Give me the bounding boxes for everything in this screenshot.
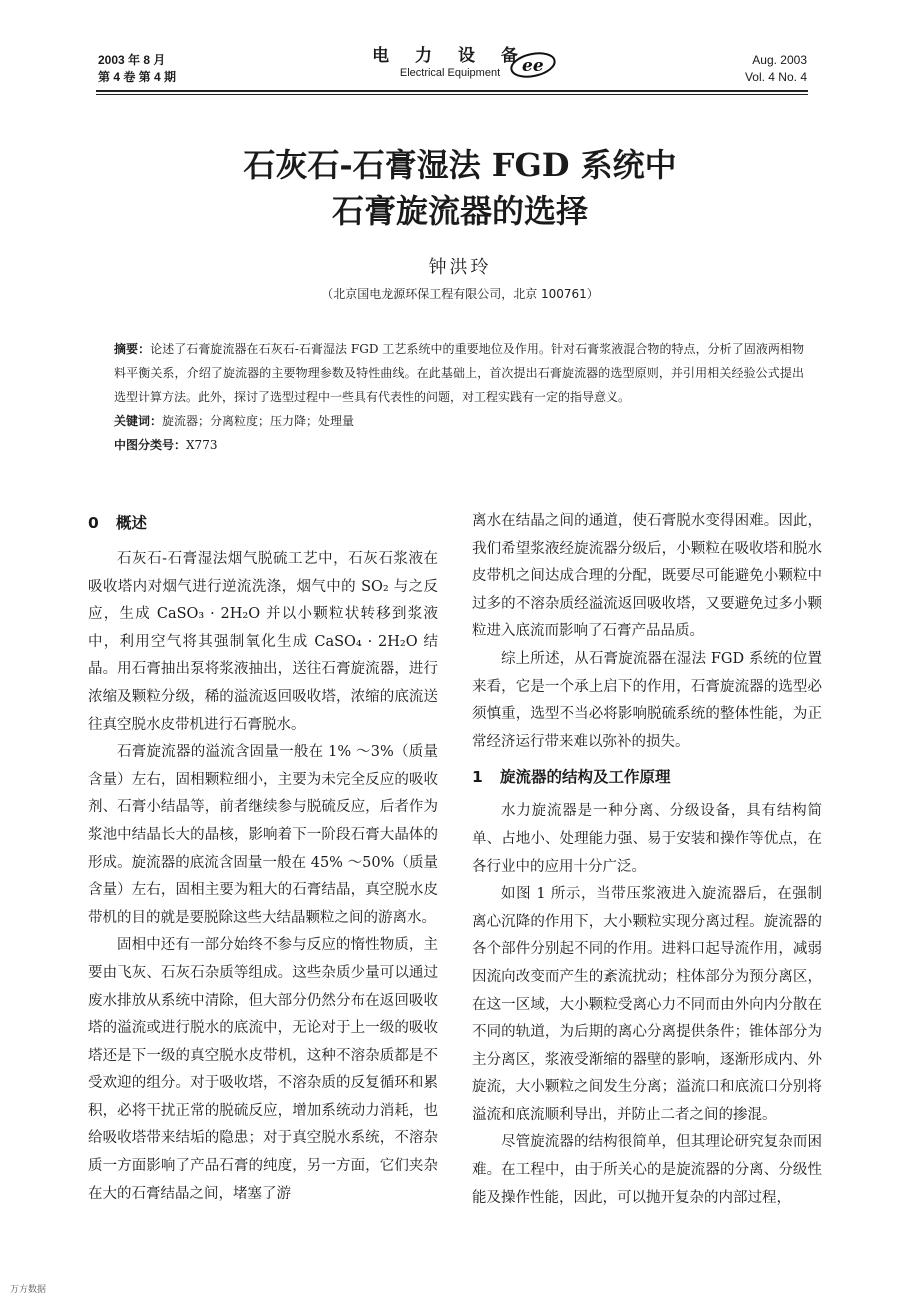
logo-text: ee	[522, 56, 544, 76]
journal-logo	[508, 50, 558, 80]
header-rule	[96, 90, 808, 92]
right-column	[472, 508, 822, 1212]
body-paragraph: 石灰石-石膏湿法烟气脱硫工艺中，石灰石浆液在吸收塔内对烟气进行逆流洗涤，烟气中的 SO₂ 与之反应，生成 CaSO₃ · 2H₂O 并以小颗粒状转移到浆液中，利用空气将其强制氧化生成 CaSO₄ · 2H₂O 结晶。用石膏抽出泵将浆液抽出，送往石膏旋流器，进行浓缩及颗粒分级，稀的溢流返回吸收塔，浓缩的底流送往真空脱水皮带机进行石膏脱水。	[88, 551, 438, 733]
article-title	[0, 142, 920, 234]
classification-label: 中图分类号：	[114, 438, 187, 452]
title-line-2: 石膏旋流器的选择	[331, 192, 588, 230]
abstract-paragraph	[114, 337, 804, 409]
body-paragraph: 水力旋流器是一种分离、分级设备，具有结构简单、占地小、处理能力强、易于安装和操作等优点，在各行业中的应用十分广泛。	[472, 803, 822, 875]
classification-value: X773	[186, 438, 218, 452]
title-line-1: 石灰石-石膏湿法 FGD 系统中	[243, 146, 677, 184]
abstract-text: 论述了石膏旋流器在石灰石-石膏湿法 FGD 工艺系统中的重要地位及作用。针对石膏浆液混合物的特点，分析了固液两相物料平衡关系，介绍了旋流器的主要物理参数及特性曲线。在此基础上，首次提出石膏旋流器的选型原则，并引用相关经验公式提出选型计算方法。此外，探讨了选型过程中一些具有代表性的问题，对工程实践有一定的指导意义。	[114, 342, 804, 404]
left-column	[88, 508, 438, 1208]
issue-date-cn: 2003 年 8 月	[98, 53, 166, 67]
volume-issue-cn: 第 4 卷 第 4 期	[98, 70, 177, 84]
header-left	[98, 52, 176, 86]
keywords-label: 关键词：	[114, 414, 163, 428]
header-rule-thin	[96, 94, 808, 95]
journal-name-cn: 电 力 设 备	[372, 46, 528, 66]
section-title: 旋流器的结构及工作原理	[500, 768, 671, 787]
section-number: 0	[88, 514, 99, 532]
body-paragraph: 石膏旋流器的溢流含固量一般在 1% ～3%（质量含量）左右，固相颗粒细小，主要为未完全反应的吸收剂、石膏小结晶等，前者继续参与脱硫反应，后者作为浆池中结晶长大的晶核，影响着下一阶段石膏大晶体的形成。旋流器的底流含固量一般在 45% ～50%（质量含量）左右，固相主要为粗大的石膏结晶，真空脱水皮带机的目的就是要脱除这些大结晶颗粒之间的游离水。	[88, 744, 438, 926]
issue-date-en: Aug. 2003	[752, 53, 807, 67]
volume-issue-en: Vol. 4 No. 4	[744, 70, 807, 84]
body-paragraph: 如图 1 所示，当带压浆液进入旋流器后，在强制离心沉降的作用下，大小颗粒实现分离过程。旋流器的各个部件分别起不同的作用。进料口起导流作用，减弱因流向改变而产生的紊流扰动；柱体部分为预分离区，在这一区域，大小颗粒受离心力不同而由外向内分散在不同的轨道，为后期的离心分离提供条件；锥体部分为主分离区，浆液受渐缩的器壁的影响，逐渐形成内、外旋流，大小颗粒之间发生分离；溢流口和底流口分别将溢流和底流顺利导出，并防止二者之间的掺混。	[472, 886, 822, 1123]
page-header	[0, 0, 920, 100]
keywords-text: 旋流器；分离粒度；压力降；处理量	[162, 414, 355, 428]
source-watermark: 万方数据	[10, 1285, 47, 1295]
author-affiliation: （北京国电龙源环保工程有限公司，北京 100761）	[321, 287, 599, 301]
section-heading-1	[472, 762, 822, 792]
author-name: 钟洪玲	[428, 257, 492, 278]
section-title: 概述	[116, 514, 148, 532]
journal-name-en: Electrical Equipment	[399, 67, 501, 79]
section-heading-0	[88, 508, 438, 538]
header-right	[745, 52, 807, 86]
body-paragraph-continued: 离水在结晶之间的通道，使石膏脱水变得困难。因此，我们希望浆液经旋流器分级后，小颗粒在吸收塔和脱水皮带机之间达成合理的分配，既要尽可能避免小颗粒中过多的不溶杂质经溢流返回吸收塔，又要避免过多小颗粒进入底流而影响了石膏产品品质。	[472, 513, 822, 640]
body-paragraph: 固相中还有一部分始终不参与反应的惰性物质，主要由飞灰、石灰石杂质等组成。这些杂质少量可以通过废水排放从系统中清除，但大部分仍然分布在返回吸收塔的溢流或进行脱水的底流中，无论对于上一级的吸收塔还是下一级的真空脱水皮带机，这种不溶杂质都是不受欢迎的组分。对于吸收塔，不溶杂质的反复循环和累积，必将干扰正常的脱硫反应，增加系统动力消耗，也给吸收塔带来结垢的隐患；对于真空脱水系统，不溶杂质一方面影响了产品石膏的纯度，另一方面，它们夹杂在大的石膏结晶之间，堵塞了游	[88, 937, 438, 1202]
body-paragraph: 尽管旋流器的结构很简单，但其理论研究复杂而困难。在工程中，由于所关心的是旋流器的分离、分级性能及操作性能，因此，可以抛开复杂的内部过程，	[472, 1134, 822, 1206]
section-number: 1	[472, 768, 483, 787]
keywords-line	[114, 409, 804, 433]
body-paragraph: 综上所述，从石膏旋流器在湿法 FGD 系统的位置来看，它是一个承上启下的作用，石膏旋流器的选型必须慎重，选型不当必将影响脱硫系统的整体性能，为正常经济运行带来难以弥补的损失。	[472, 650, 822, 750]
classification-line	[114, 433, 804, 457]
abstract-block	[114, 337, 804, 457]
abstract-label: 摘要：	[114, 342, 151, 356]
